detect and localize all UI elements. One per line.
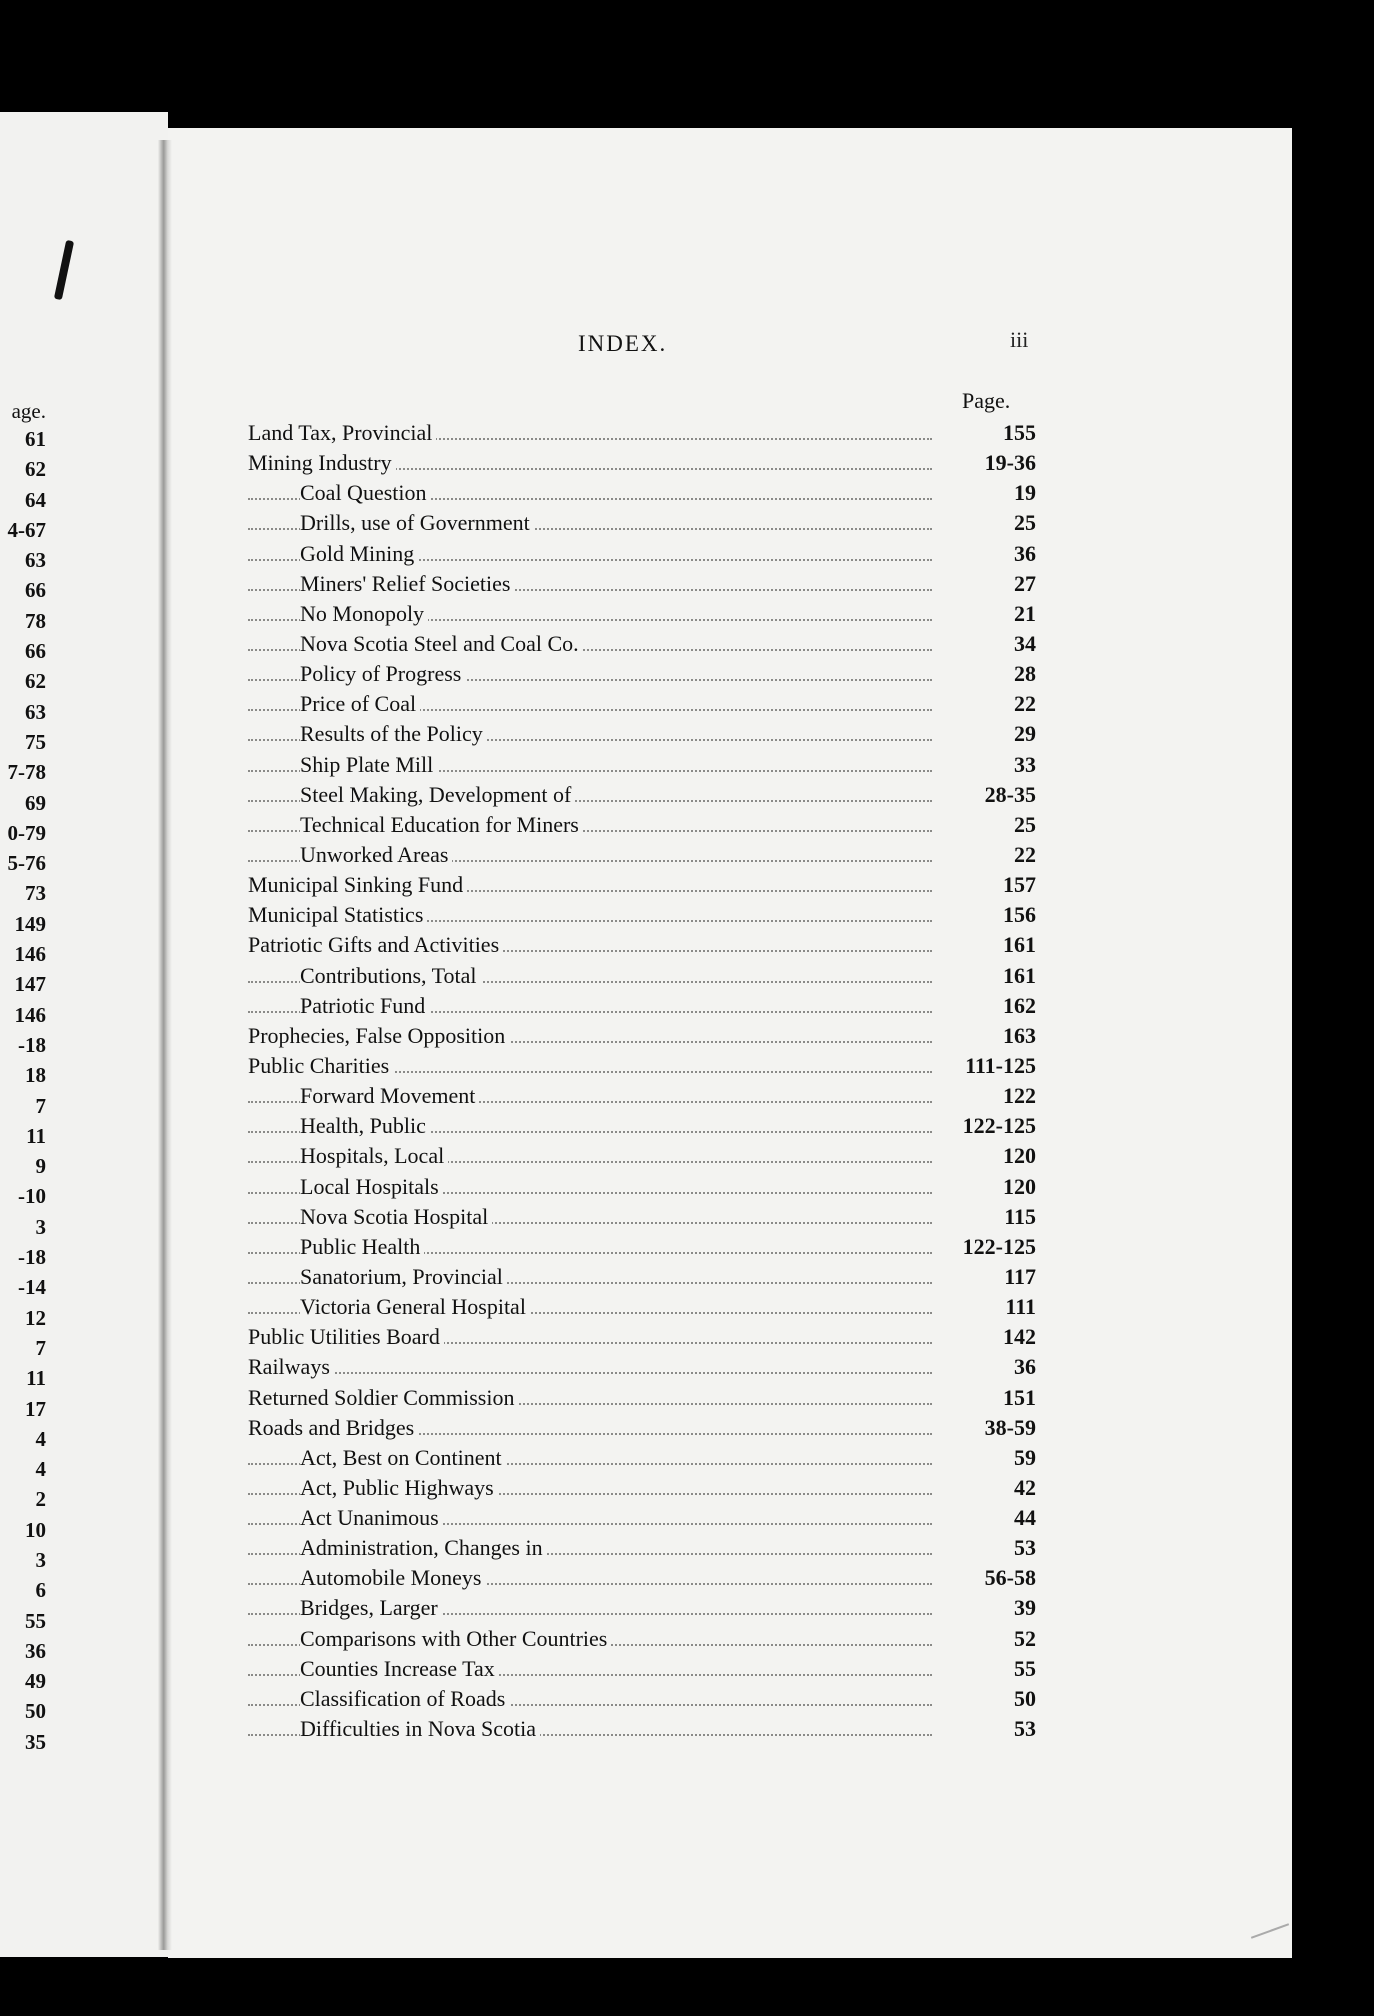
entry-label: Gold Mining <box>300 539 418 569</box>
index-entry <box>248 478 1040 508</box>
book-gutter <box>158 140 172 1950</box>
entry-page: 59 <box>936 1443 1036 1473</box>
left-page-number: 5-76 <box>7 851 46 876</box>
index-entry <box>248 1684 1040 1714</box>
left-page-number: 4 <box>35 1457 46 1482</box>
entry-label: Automobile Moneys <box>300 1563 486 1593</box>
index-entry <box>248 599 1040 629</box>
entry-page: 162 <box>936 991 1036 1021</box>
entry-label: Drills, use of Government <box>300 508 534 538</box>
entry-page: 120 <box>936 1141 1036 1171</box>
entry-label: Policy of Progress <box>300 659 465 689</box>
entry-page: 53 <box>936 1533 1036 1563</box>
entry-label: Comparisons with Other Countries <box>300 1624 611 1654</box>
entry-label: Unworked Areas <box>300 840 452 870</box>
left-page-number: 7 <box>35 1093 46 1118</box>
left-page-number: 50 <box>25 1699 46 1724</box>
index-entry <box>248 508 1040 538</box>
entry-page: 161 <box>936 961 1036 991</box>
entry-page: 34 <box>936 629 1036 659</box>
entry-page: 50 <box>936 1684 1036 1714</box>
index-entry <box>248 1081 1040 1111</box>
index-entry <box>248 448 1040 478</box>
entry-page: 56-58 <box>936 1563 1036 1593</box>
index-entry <box>248 930 1040 960</box>
entry-page: 122 <box>936 1081 1036 1111</box>
entry-page: 33 <box>936 750 1036 780</box>
entry-label: Returned Soldier Commission <box>248 1383 518 1413</box>
left-page-number: 17 <box>25 1396 46 1421</box>
entry-label: Land Tax, Provincial <box>248 418 436 448</box>
left-page-number: 63 <box>25 699 46 724</box>
entry-label: Local Hospitals <box>300 1172 443 1202</box>
index-entry <box>248 418 1040 448</box>
entry-page: 157 <box>936 870 1036 900</box>
index-entry <box>248 659 1040 689</box>
index-entry <box>248 1172 1040 1202</box>
left-page-number: 64 <box>25 487 46 512</box>
entry-page: 22 <box>936 689 1036 719</box>
entry-label: Miners' Relief Societies <box>300 569 514 599</box>
entry-page: 28-35 <box>936 780 1036 810</box>
index-entry <box>248 1624 1040 1654</box>
entry-page: 111-125 <box>936 1051 1036 1081</box>
left-page-number: 36 <box>25 1638 46 1663</box>
left-page-number: 146 <box>14 942 46 967</box>
index-entry <box>248 1563 1040 1593</box>
left-page-number: 66 <box>25 578 46 603</box>
entry-page: 55 <box>936 1654 1036 1684</box>
index-entry <box>248 1352 1040 1382</box>
index-entry <box>248 1473 1040 1503</box>
left-page-number: -18 <box>18 1245 46 1270</box>
entry-label: Act, Best on Continent <box>300 1443 506 1473</box>
index-entry <box>248 1292 1040 1322</box>
index-entry <box>248 900 1040 930</box>
entry-label: Victoria General Hospital <box>300 1292 530 1322</box>
left-page-number: 12 <box>25 1305 46 1330</box>
entry-label: Act, Public Highways <box>300 1473 498 1503</box>
entry-page: 142 <box>936 1322 1036 1352</box>
left-page-number: 7 <box>35 1335 46 1360</box>
left-page-number: 10 <box>25 1517 46 1542</box>
left-page-number: 0-79 <box>7 820 46 845</box>
entry-page: 22 <box>936 840 1036 870</box>
left-page-number: 4 <box>35 1426 46 1451</box>
entry-page: 21 <box>936 599 1036 629</box>
index-entry <box>248 569 1040 599</box>
left-page-number: 11 <box>26 1123 46 1148</box>
index-entry <box>248 870 1040 900</box>
index-entry <box>248 1413 1040 1443</box>
entry-label: Public Charities <box>248 1051 393 1081</box>
entry-label: Public Utilities Board <box>248 1322 444 1352</box>
left-page-number: 35 <box>25 1729 46 1754</box>
entry-page: 120 <box>936 1172 1036 1202</box>
entry-label: Technical Education for Miners <box>300 810 583 840</box>
entry-label: No Monopoly <box>300 599 428 629</box>
entry-page: 115 <box>936 1202 1036 1232</box>
entry-label: Forward Movement <box>300 1081 479 1111</box>
entry-label: Municipal Sinking Fund <box>248 870 467 900</box>
index-entry <box>248 1141 1040 1171</box>
entry-page: 19-36 <box>936 448 1036 478</box>
entry-page: 117 <box>936 1262 1036 1292</box>
entry-page: 53 <box>936 1714 1036 1744</box>
index-entry <box>248 1202 1040 1232</box>
index-entry <box>248 689 1040 719</box>
entry-label: Price of Coal <box>300 689 420 719</box>
index-entry <box>248 1262 1040 1292</box>
left-page-number: 49 <box>25 1669 46 1694</box>
entry-label: Difficulties in Nova Scotia <box>300 1714 540 1744</box>
entry-label: Patriotic Fund <box>300 991 429 1021</box>
index-entries <box>248 418 1040 1744</box>
entry-page: 44 <box>936 1503 1036 1533</box>
entry-page: 27 <box>936 569 1036 599</box>
entry-page: 163 <box>936 1021 1036 1051</box>
left-page-number: 7-78 <box>7 760 46 785</box>
entry-page: 25 <box>936 508 1036 538</box>
left-page-number: 69 <box>25 790 46 815</box>
entry-label: Hospitals, Local <box>300 1141 448 1171</box>
left-page-number: 149 <box>14 911 46 936</box>
entry-label: Sanatorium, Provincial <box>300 1262 507 1292</box>
index-entry <box>248 1593 1040 1623</box>
left-page-number: 11 <box>26 1366 46 1391</box>
left-page-number: 4-67 <box>7 517 46 542</box>
entry-label: Nova Scotia Hospital <box>300 1202 492 1232</box>
index-entry <box>248 840 1040 870</box>
index-entry <box>248 1232 1040 1262</box>
entry-label: Mining Industry <box>248 448 396 478</box>
left-page-number: 147 <box>14 972 46 997</box>
left-page-number: 73 <box>25 881 46 906</box>
index-entry <box>248 1714 1040 1744</box>
entry-label: Steel Making, Development of <box>300 780 575 810</box>
entry-label: Prophecies, False Opposition <box>248 1021 509 1051</box>
entry-page: 155 <box>936 418 1036 448</box>
index-entry <box>248 750 1040 780</box>
left-page-number: 75 <box>25 729 46 754</box>
entry-label: Roads and Bridges <box>248 1413 418 1443</box>
left-page-number: 62 <box>25 669 46 694</box>
left-page-number: 2 <box>35 1487 46 1512</box>
entry-label: Bridges, Larger <box>300 1593 442 1623</box>
entry-page: 29 <box>936 719 1036 749</box>
entry-label: Counties Increase Tax <box>300 1654 499 1684</box>
left-page-number: 66 <box>25 639 46 664</box>
index-entry <box>248 1654 1040 1684</box>
index-entry <box>248 719 1040 749</box>
index-entry <box>248 1443 1040 1473</box>
index-entry <box>248 810 1040 840</box>
left-page-number-strip <box>0 398 46 1754</box>
entry-label: Administration, Changes in <box>300 1533 547 1563</box>
index-entry <box>248 1021 1040 1051</box>
left-page-number: -18 <box>18 1032 46 1057</box>
page-folio: iii <box>1010 327 1029 352</box>
page-column-label: Page. <box>962 388 1011 413</box>
left-page-number: 3 <box>35 1214 46 1239</box>
entry-label: Patriotic Gifts and Activities <box>248 930 503 960</box>
left-page-number: 62 <box>25 457 46 482</box>
entry-label: Ship Plate Mill <box>300 750 437 780</box>
entry-page: 36 <box>936 1352 1036 1382</box>
index-entry <box>248 1383 1040 1413</box>
entry-page: 19 <box>936 478 1036 508</box>
entry-page: 39 <box>936 1593 1036 1623</box>
entry-page: 161 <box>936 930 1036 960</box>
left-page-number: 63 <box>25 548 46 573</box>
left-page-header: age. <box>11 399 46 423</box>
left-page-number: 18 <box>25 1063 46 1088</box>
entry-page: 122-125 <box>936 1111 1036 1141</box>
left-page-number: -10 <box>18 1184 46 1209</box>
entry-label: Coal Question <box>300 478 431 508</box>
dot-leader <box>248 1372 932 1374</box>
entry-label: Nova Scotia Steel and Coal Co. <box>300 629 583 659</box>
entry-label: Act Unanimous <box>300 1503 443 1533</box>
left-page-number: 3 <box>35 1547 46 1572</box>
entry-label: Public Health <box>300 1232 424 1262</box>
entry-page: 36 <box>936 539 1036 569</box>
left-page-number: 78 <box>25 608 46 633</box>
entry-page: 156 <box>936 900 1036 930</box>
entry-label: Classification of Roads <box>300 1684 509 1714</box>
entry-label: Health, Public <box>300 1111 430 1141</box>
left-page-number: 6 <box>35 1578 46 1603</box>
index-entry <box>248 1111 1040 1141</box>
index-entry <box>248 1503 1040 1533</box>
left-page-number: -14 <box>18 1275 46 1300</box>
left-page-number: 146 <box>14 1002 46 1027</box>
index-entry <box>248 539 1040 569</box>
index-entry <box>248 780 1040 810</box>
entry-page: 111 <box>936 1292 1036 1322</box>
left-page-numbers <box>0 424 46 1754</box>
entry-page: 28 <box>936 659 1036 689</box>
entry-page: 38-59 <box>936 1413 1036 1443</box>
entry-label: Railways <box>248 1352 334 1382</box>
entry-page: 151 <box>936 1383 1036 1413</box>
entry-label: Results of the Policy <box>300 719 487 749</box>
left-page-number: 9 <box>35 1154 46 1179</box>
left-page-number: 55 <box>25 1608 46 1633</box>
index-entry <box>248 1322 1040 1352</box>
index-entry <box>248 629 1040 659</box>
entry-label: Contributions, Total <box>300 961 481 991</box>
index-title: INDEX. <box>578 331 668 356</box>
entry-page: 42 <box>936 1473 1036 1503</box>
entry-page: 122-125 <box>936 1232 1036 1262</box>
entry-page: 52 <box>936 1624 1036 1654</box>
left-page-number: 61 <box>25 427 46 451</box>
entry-page: 25 <box>936 810 1036 840</box>
entry-label: Municipal Statistics <box>248 900 427 930</box>
index-entry <box>248 991 1040 1021</box>
index-entry <box>248 1051 1040 1081</box>
index-entry <box>248 1533 1040 1563</box>
index-entry <box>248 961 1040 991</box>
